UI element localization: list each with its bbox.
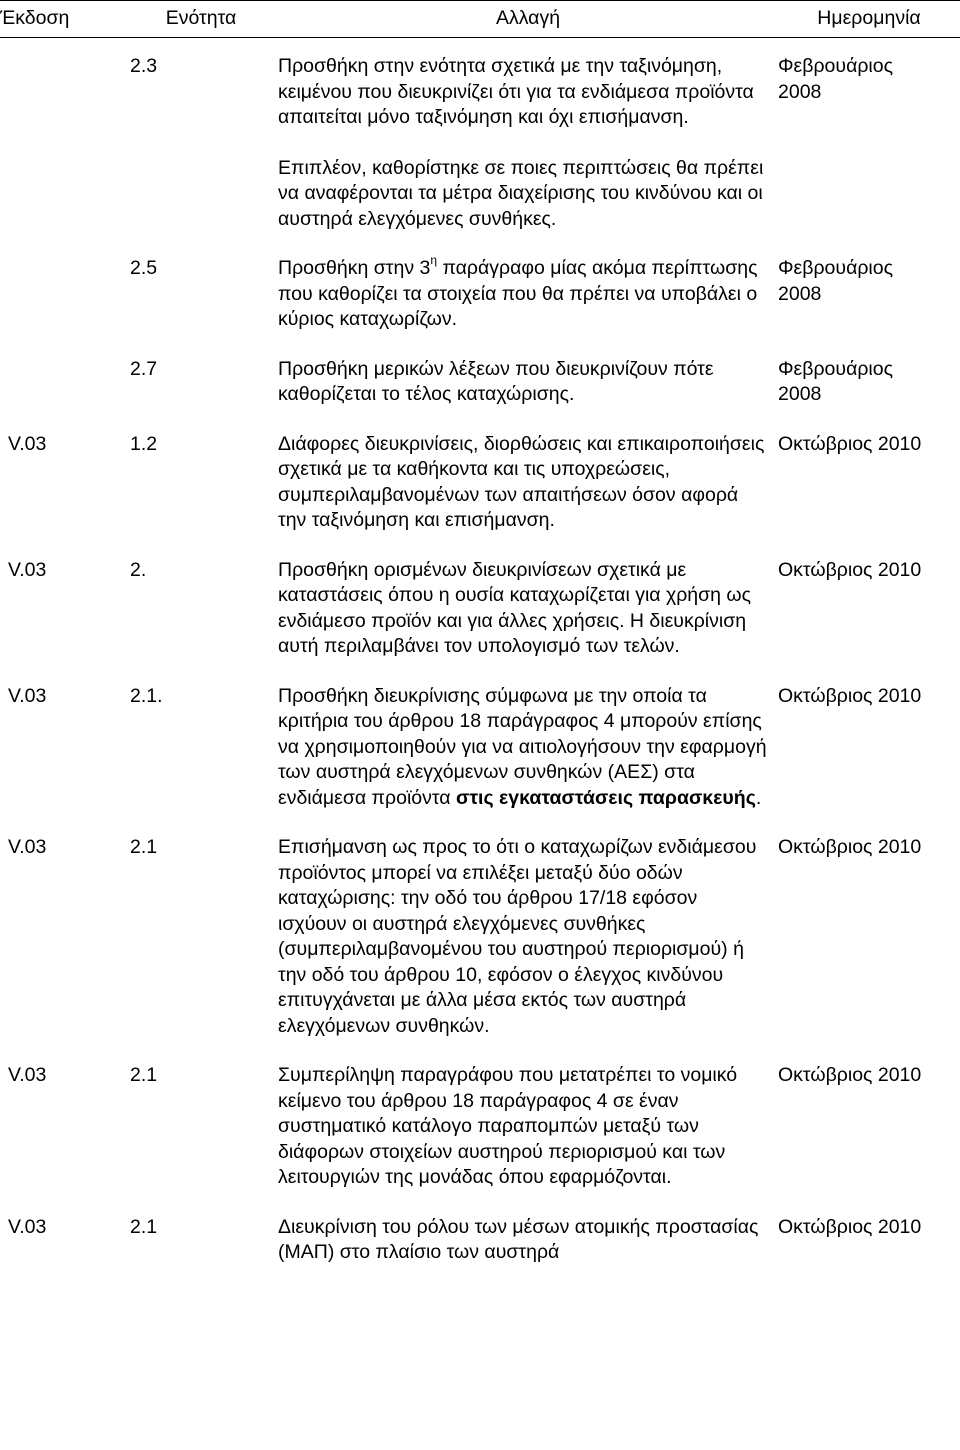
cell-change	[278, 38, 778, 257]
cell-version	[0, 38, 124, 257]
cell-change: Προσθήκη μερικών λέξεων που διευκρινίζουν πότε καθορίζεται το τέλος καταχώρισης.	[278, 357, 714, 405]
cell-date	[778, 38, 960, 257]
cell-section: 1.2	[130, 432, 158, 455]
cell-change: Επισήμανση ως προς το ότι ο καταχωρίζων ενδιάμεσου προϊόντος μπορεί να επιλέξει μεταξύ δύο οδών καταχώρισης: την οδό του άρθρου 17/18 εφόσον ισχύουν οι αυστηρά ελεγχόμενες συνθήκες (συμπεριλαμβανομένου του αυστηρού περιορισμού) ή την οδό του άρθρου 10, εφόσον ο έλεγχος κινδύνου επιτυγχάνεται με άλλα μέσα εκτός των αυστηρά ελεγχόμενων συνθηκών.	[278, 836, 757, 1037]
date-month: Φεβρουάριος	[778, 257, 894, 279]
header-date: Ημερομηνία	[778, 1, 960, 38]
table-row	[0, 1215, 960, 1290]
date-year: 2008	[778, 80, 822, 103]
cell-date: Οκτώβριος 2010	[778, 1064, 922, 1086]
cell-change	[278, 684, 778, 836]
change-paragraph: Επιπλέον, καθορίστηκε σε ποιες περιπτώσεις θα πρέπει να αναφέρονται τα μέτρα διαχείρισης του κινδύνου και οι αυστηρά ελεγχόμενες συνθήκες.	[278, 156, 764, 230]
cell-section: 2.1	[130, 1215, 158, 1238]
table-row	[0, 38, 960, 257]
cell-date: Οκτώβριος 2010	[778, 432, 922, 455]
cell-change	[278, 253, 778, 357]
table-row	[0, 256, 960, 357]
cell-version: V.03	[8, 1064, 47, 1086]
cell-date	[778, 256, 960, 357]
change-paragraph: Προσθήκη στην ενότητα σχετικά με την ταξινόμηση, κειμένου που διευκρινίζει ότι για τα ενδιάμεσα προϊόντα απαιτείται μόνο ταξινόμηση και όχι επισήμανση.	[278, 55, 754, 128]
cell-section: 2.3	[130, 55, 158, 77]
table-row	[0, 835, 960, 1063]
cell-change: Διάφορες διευκρινίσεις, διορθώσεις και επικαιροποιήσεις σχετικά με τα καθήκοντα και τις υποχρεώσεις, συμπεριλαμβανομένων των απαιτήσεων όσον αφορά την ταξινόμηση και επισήμανση.	[278, 432, 765, 531]
cell-change: Προσθήκη ορισμένων διευκρινίσεων σχετικά με καταστάσεις όπου η ουσία καταχωρίζεται για χρήση ως ενδιάμεσο προϊόν και για άλλες χρήσεις. Η διευκρίνιση αυτή περιλαμβάνει τον υπολογισμό των τελών.	[278, 558, 752, 657]
cell-version	[0, 357, 124, 432]
cell-date: Οκτώβριος 2010	[778, 684, 922, 707]
cell-version	[0, 256, 124, 357]
cell-change: Διευκρίνιση του ρόλου των μέσων ατομικής προστασίας (ΜΑΠ) στο πλαίσιο των αυστηρά	[278, 1215, 759, 1263]
header-section: Ενότητα	[124, 1, 278, 38]
cell-section: 2.5	[130, 257, 158, 279]
cell-date: Οκτώβριος 2010	[778, 1215, 922, 1238]
cell-change: Συμπερίληψη παραγράφου που μετατρέπει το νομικό κείμενο του άρθρου 18 παράγραφος 4 σε έναν συστηματικό κατάλογο παραπομπών μεταξύ των διάφορων στοιχείων αυστηρού περιορισμού και των λειτουργιών της μονάδας όπου εφαρμόζονται.	[278, 1064, 738, 1188]
cell-version: V.03	[8, 432, 47, 455]
change-text: Προσθήκη στην 3	[278, 257, 431, 279]
cell-section: 2.1	[130, 1064, 158, 1086]
change-text: .	[755, 786, 762, 809]
table-row	[0, 684, 960, 836]
cell-version: V.03	[8, 836, 47, 858]
date-year: 2008	[778, 383, 822, 405]
header-change: Αλλαγή	[278, 1, 778, 38]
cell-date	[778, 357, 960, 432]
header-version: Έκδοση	[0, 1, 124, 38]
table-row	[0, 558, 960, 684]
date-year: 2008	[778, 282, 822, 305]
cell-section: 2.7	[130, 357, 158, 380]
cell-date: Οκτώβριος 2010	[778, 558, 922, 581]
cell-section: 2.1	[130, 836, 158, 858]
date-month: Φεβρουάριος	[778, 357, 894, 380]
table-header-row	[0, 1, 960, 38]
change-text-bold: στις εγκαταστάσεις παρασκευής	[456, 786, 756, 809]
cell-date: Οκτώβριος 2010	[778, 836, 922, 858]
cell-version: V.03	[8, 558, 47, 581]
date-month: Φεβρουάριος	[778, 55, 894, 77]
superscript: η	[430, 253, 438, 267]
cell-version: V.03	[8, 1215, 47, 1238]
cell-section: 2.1.	[130, 684, 163, 707]
table-row	[0, 357, 960, 432]
change-text: παράγραφο μίας ακόμα περίπτωσης που καθορίζει τα στοιχεία που θα πρέπει να υποβάλει ο κύριος καταχωρίζων.	[278, 257, 758, 330]
table-row	[0, 432, 960, 558]
table-row	[0, 1063, 960, 1215]
change-text: Προσθήκη διευκρίνισης σύμφωνα με την οποία τα κριτήρια του άρθρου 18 παράγραφος 4 μπορούν επίσης να χρησιμοποιηθούν για να αιτιολογήσουν την εφαρμογή των αυστηρά ελεγχόμενων συνθηκών (ΑΕΣ) στα ενδιάμεσα προϊόντα	[278, 684, 767, 809]
cell-version: V.03	[8, 684, 47, 707]
cell-section: 2.	[130, 558, 147, 581]
